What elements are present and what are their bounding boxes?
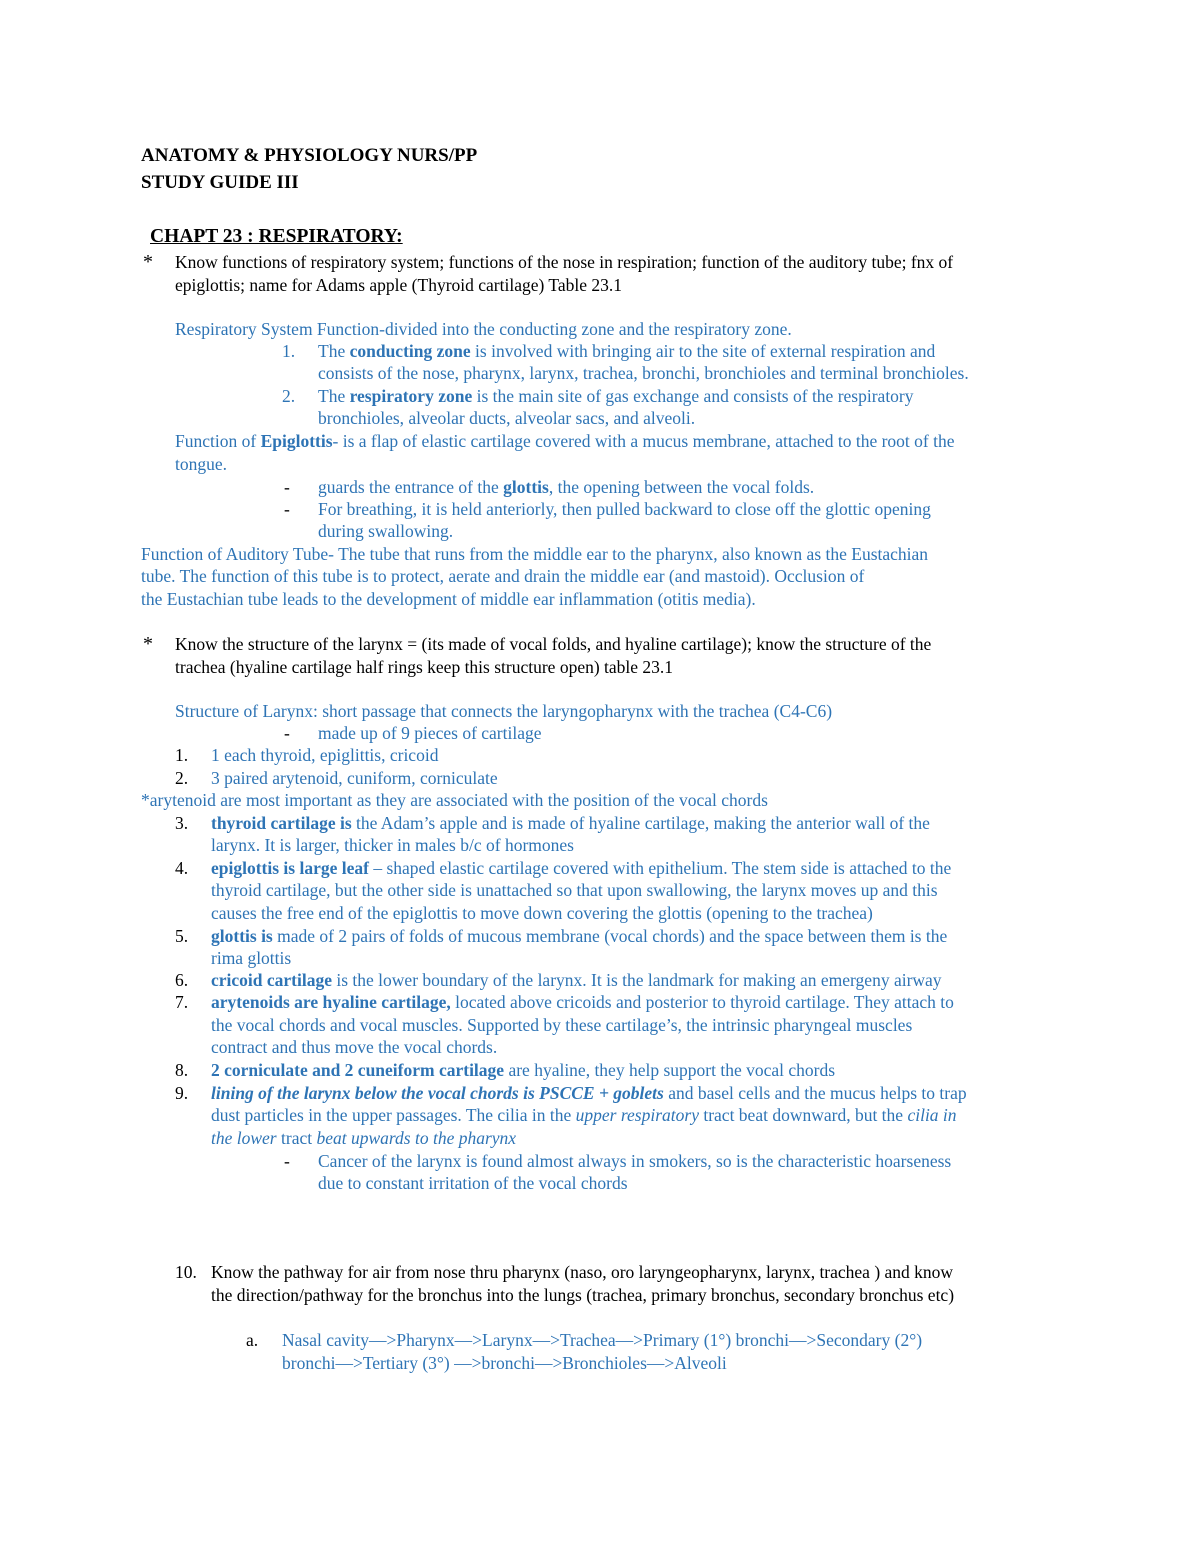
- question-text: Know the structure of the larynx = (its made of vocal folds, and hyaline cartilage); know the structure of the: [175, 634, 932, 654]
- list-number: 3.: [175, 813, 189, 833]
- dash-bullet: -: [284, 499, 290, 519]
- list-item: glottis is made of 2 pairs of folds of mucous membrane (vocal chords) and the space between them is the: [211, 926, 948, 946]
- list-item-continued: consists of the nose, pharynx, larynx, trachea, bronchi, bronchioles and terminal bronchioles.: [318, 363, 969, 383]
- list-item: arytenoids are hyaline cartilage, located above cricoids and posterior to thyroid cartilage. They attach to: [211, 992, 954, 1012]
- question-text: the direction/pathway for the bronchus into the lungs (trachea, primary bronchus, secondary bronchus etc): [211, 1285, 955, 1305]
- dash-bullet: -: [284, 477, 290, 497]
- list-item-continued: the lower tract beat upwards to the pharynx: [211, 1128, 517, 1148]
- list-item: 3 paired arytenoid, cuniform, corniculate: [211, 768, 498, 788]
- list-item-continued: bronchioles, alveolar ducts, alveolar sacs, and alveoli.: [318, 408, 696, 428]
- list-number: 6.: [175, 970, 189, 990]
- answer-text: Respiratory System Function-divided into the conducting zone and the respiratory zone.: [175, 319, 792, 339]
- answer-text: Function of Epiglottis- is a flap of elastic cartilage covered with a mucus membrane, attached to the root of the: [175, 431, 955, 451]
- list-item-continued: dust particles in the upper passages. The cilia in the upper respiratory tract beat downward, but the cilia in: [211, 1105, 957, 1125]
- bullet-star: *: [143, 633, 153, 655]
- document-subtitle: STUDY GUIDE III: [141, 172, 299, 193]
- list-item-continued: thyroid cartilage, but the other side is unattached so that upon swallowing, the larynx moves up and this: [211, 880, 938, 900]
- question-text: Know functions of respiratory system; functions of the nose in respiration; function of the auditory tube; fnx of: [175, 252, 954, 272]
- answer-text: tongue.: [175, 454, 228, 474]
- question-text: Know the pathway for air from nose thru pharynx (naso, oro laryngeopharynx, larynx, trachea ) and know: [211, 1262, 954, 1282]
- list-number: 4.: [175, 858, 189, 878]
- list-number: 7.: [175, 992, 189, 1012]
- bullet-star: *: [143, 251, 153, 273]
- list-item: cricoid cartilage is the lower boundary of the larynx. It is the landmark for making an emergeny airway: [211, 970, 942, 990]
- list-number: 2.: [282, 386, 296, 406]
- list-item-continued: the vocal chords and vocal muscles. Supported by these cartilage’s, the intrinsic pharyngeal muscles: [211, 1015, 913, 1035]
- answer-pathway: Nasal cavity—>Pharynx—>Larynx—>Trachea—>Primary (1°) bronchi—>Secondary (2°): [282, 1330, 923, 1350]
- document-title: ANATOMY & PHYSIOLOGY NURS/PP: [141, 145, 478, 166]
- chapter-heading: CHAPT 23 : RESPIRATORY:: [150, 226, 403, 247]
- list-item: made up of 9 pieces of cartilage: [318, 723, 542, 743]
- list-number: 2.: [175, 768, 189, 788]
- answer-text: tube. The function of this tube is to protect, aerate and drain the middle ear (and mastoid). Occlusion of: [141, 566, 865, 586]
- dash-bullet: -: [284, 1151, 290, 1171]
- list-item: The respiratory zone is the main site of gas exchange and consists of the respiratory: [318, 386, 914, 406]
- list-item: lining of the larynx below the vocal chords is PSCCE + goblets and basel cells and the mucus helps to trap: [211, 1083, 967, 1103]
- list-item-continued: contract and thus move the vocal chords.: [211, 1037, 498, 1057]
- list-item: The conducting zone is involved with bringing air to the site of external respiration and: [318, 341, 936, 361]
- question-text: trachea (hyaline cartilage half rings keep this structure open) table 23.1: [175, 657, 674, 677]
- question-text: epiglottis; name for Adams apple (Thyroid cartilage) Table 23.1: [175, 275, 623, 295]
- list-item: Cancer of the larynx is found almost always in smokers, so is the characteristic hoarseness: [318, 1151, 952, 1171]
- list-item: 2 corniculate and 2 cuneiform cartilage are hyaline, they help support the vocal chords: [211, 1060, 836, 1080]
- list-item: 1 each thyroid, epiglittis, cricoid: [211, 745, 439, 765]
- list-number: 1.: [175, 745, 189, 765]
- answer-pathway: bronchi—>Tertiary (3°) —>bronchi—>Bronchioles—>Alveoli: [282, 1353, 727, 1373]
- answer-text: the Eustachian tube leads to the development of middle ear inflammation (otitis media).: [141, 589, 756, 609]
- list-item-continued: larynx. It is larger, thicker in males b/c of hormones: [211, 835, 574, 855]
- list-number: 1.: [282, 341, 296, 361]
- list-item-continued: due to constant irritation of the vocal chords: [318, 1173, 628, 1193]
- list-number: 10.: [175, 1262, 197, 1282]
- list-item: For breathing, it is held anteriorly, then pulled backward to close off the glottic opening: [318, 499, 931, 519]
- answer-text: Structure of Larynx: short passage that connects the laryngopharynx with the trachea (C4-C6): [175, 701, 833, 721]
- list-number: 8.: [175, 1060, 189, 1080]
- list-number: 9.: [175, 1083, 189, 1103]
- list-item-continued: rima glottis: [211, 948, 292, 968]
- list-item: guards the entrance of the glottis, the opening between the vocal folds.: [318, 477, 815, 497]
- list-item: epiglottis is large leaf – shaped elastic cartilage covered with epithelium. The stem side is attached to the: [211, 858, 952, 878]
- list-letter: a.: [246, 1330, 259, 1350]
- list-item-continued: causes the free end of the epiglottis to move down covering the glottis (opening to the trachea): [211, 903, 873, 923]
- list-item: thyroid cartilage is the Adam’s apple and is made of hyaline cartilage, making the anterior wall of the: [211, 813, 930, 833]
- answer-note: *arytenoid are most important as they are associated with the position of the vocal chords: [141, 790, 768, 810]
- list-item-continued: during swallowing.: [318, 521, 454, 541]
- answer-text: Function of Auditory Tube- The tube that runs from the middle ear to the pharynx, also known as the Eustachian: [141, 544, 929, 564]
- dash-bullet: -: [284, 723, 290, 743]
- list-number: 5.: [175, 926, 189, 946]
